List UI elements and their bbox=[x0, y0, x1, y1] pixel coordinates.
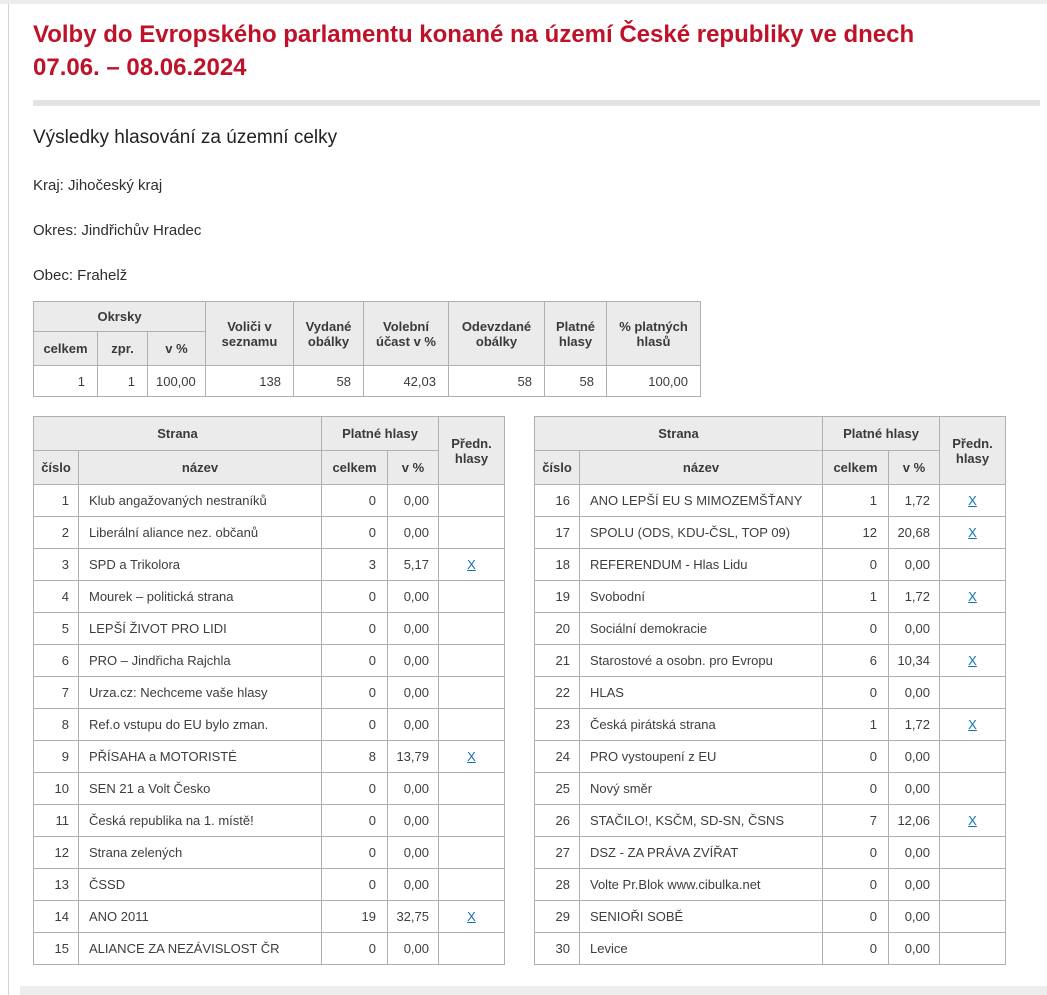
party-name: SENIOŘI SOBĚ bbox=[580, 901, 823, 933]
party-row bbox=[34, 805, 505, 837]
votes-total: 0 bbox=[322, 677, 388, 709]
cislo-header: číslo bbox=[535, 451, 580, 485]
party-number: 22 bbox=[535, 677, 580, 709]
party-number: 5 bbox=[34, 613, 79, 645]
nazev-header: název bbox=[580, 451, 823, 485]
votes-pct: 1,72 bbox=[889, 485, 940, 517]
votes-total: 0 bbox=[322, 517, 388, 549]
okrsky-vpct-header: v % bbox=[148, 332, 206, 366]
votes-pct: 0,00 bbox=[889, 901, 940, 933]
votes-total: 1 bbox=[823, 709, 889, 741]
party-name: Klub angažovaných nestraníků bbox=[79, 485, 322, 517]
party-name: Sociální demokracie bbox=[580, 613, 823, 645]
votes-pct: 0,00 bbox=[388, 645, 439, 677]
votes-total: 0 bbox=[322, 869, 388, 901]
pref-votes-cell bbox=[439, 869, 505, 901]
votes-pct: 0,00 bbox=[889, 933, 940, 965]
party-name: Volte Pr.Blok www.cibulka.net bbox=[580, 869, 823, 901]
party-name: PRO – Jindřicha Rajchla bbox=[79, 645, 322, 677]
pref-votes-cell bbox=[439, 517, 505, 549]
pref-votes-cell bbox=[940, 613, 1006, 645]
party-number: 29 bbox=[535, 901, 580, 933]
pref-votes-cell bbox=[439, 805, 505, 837]
votes-total: 3 bbox=[322, 549, 388, 581]
divider bbox=[33, 100, 1040, 106]
party-name: Nový směr bbox=[580, 773, 823, 805]
party-name: Svobodní bbox=[580, 581, 823, 613]
party-number: 15 bbox=[34, 933, 79, 965]
votes-total: 1 bbox=[823, 581, 889, 613]
party-number: 25 bbox=[535, 773, 580, 805]
votes-pct: 20,68 bbox=[889, 517, 940, 549]
party-name: SPOLU (ODS, KDU-ČSL, TOP 09) bbox=[580, 517, 823, 549]
platne-hlasy-group-header: Platné hlasy bbox=[823, 417, 940, 451]
party-number: 23 bbox=[535, 709, 580, 741]
party-number: 4 bbox=[34, 581, 79, 613]
party-row bbox=[34, 773, 505, 805]
party-row bbox=[535, 677, 1006, 709]
party-number: 17 bbox=[535, 517, 580, 549]
party-row bbox=[535, 741, 1006, 773]
party-number: 2 bbox=[34, 517, 79, 549]
ucast-value: 42,03 bbox=[364, 366, 449, 397]
pref-votes-cell bbox=[439, 901, 505, 933]
votes-pct: 0,00 bbox=[388, 677, 439, 709]
party-number: 19 bbox=[535, 581, 580, 613]
party-name: Ref.o vstupu do EU bylo zman. bbox=[79, 709, 322, 741]
obec-line: Obec: Frahelž bbox=[33, 267, 128, 284]
votes-total: 0 bbox=[823, 613, 889, 645]
platne-hlasy-group-header: Platné hlasy bbox=[322, 417, 439, 451]
predn-hlasy-header bbox=[439, 417, 505, 485]
party-name: ALIANCE ZA NEZÁVISLOST ČR bbox=[79, 933, 322, 965]
cislo-header: číslo bbox=[34, 451, 79, 485]
bottom-frame-border bbox=[20, 986, 1047, 995]
party-row bbox=[535, 517, 1006, 549]
pref-votes-cell bbox=[439, 933, 505, 965]
party-name: Strana zelených bbox=[79, 837, 322, 869]
pref-votes-cell bbox=[439, 837, 505, 869]
volici-value: 138 bbox=[206, 366, 294, 397]
pct-platnych-value: 100,00 bbox=[607, 366, 701, 397]
pref-votes-cell bbox=[940, 837, 1006, 869]
pref-votes-cell bbox=[439, 709, 505, 741]
party-name: ANO 2011 bbox=[79, 901, 322, 933]
summary-row bbox=[34, 366, 701, 397]
okrsky-zpr-header: zpr. bbox=[98, 332, 148, 366]
pref-votes-cell bbox=[940, 645, 1006, 677]
pref-votes-cell bbox=[439, 581, 505, 613]
kraj-line: Kraj: Jihočeský kraj bbox=[33, 177, 163, 194]
vydane-obalky-value: 58 bbox=[294, 366, 364, 397]
party-number: 11 bbox=[34, 805, 79, 837]
party-row bbox=[34, 933, 505, 965]
pref-votes-link[interactable]: X bbox=[467, 557, 476, 572]
party-number: 6 bbox=[34, 645, 79, 677]
strana-header: Strana bbox=[34, 417, 322, 451]
votes-total: 0 bbox=[322, 773, 388, 805]
votes-total: 0 bbox=[823, 549, 889, 581]
votes-pct: 0,00 bbox=[889, 741, 940, 773]
party-row bbox=[34, 677, 505, 709]
okrsky-zpr-value: 1 bbox=[98, 366, 148, 397]
party-name: SPD a Trikolora bbox=[79, 549, 322, 581]
party-row bbox=[34, 837, 505, 869]
party-number: 14 bbox=[34, 901, 79, 933]
votes-total: 7 bbox=[823, 805, 889, 837]
party-row bbox=[535, 613, 1006, 645]
votes-pct: 1,72 bbox=[889, 581, 940, 613]
pref-votes-link[interactable]: X bbox=[968, 813, 977, 828]
party-number: 21 bbox=[535, 645, 580, 677]
party-row bbox=[34, 517, 505, 549]
party-number: 20 bbox=[535, 613, 580, 645]
okres-line: Okres: Jindřichův Hradec bbox=[33, 222, 202, 239]
party-number: 3 bbox=[34, 549, 79, 581]
pref-votes-cell bbox=[940, 901, 1006, 933]
pref-votes-cell bbox=[439, 613, 505, 645]
votes-total: 0 bbox=[322, 805, 388, 837]
pref-votes-link[interactable]: X bbox=[467, 749, 476, 764]
pref-votes-cell bbox=[940, 805, 1006, 837]
party-name: STAČILO!, KSČM, SD-SN, ČSNS bbox=[580, 805, 823, 837]
party-row bbox=[34, 645, 505, 677]
summary-table bbox=[33, 301, 701, 397]
votes-pct: 0,00 bbox=[388, 709, 439, 741]
votes-pct: 0,00 bbox=[889, 837, 940, 869]
votes-pct: 0,00 bbox=[388, 581, 439, 613]
pref-votes-cell bbox=[439, 645, 505, 677]
party-number: 13 bbox=[34, 869, 79, 901]
page-title-line1: Volby do Evropského parlamentu konané na území České republiky ve dnech bbox=[33, 21, 915, 48]
party-tables-row bbox=[33, 416, 1040, 965]
party-table-left bbox=[33, 416, 505, 965]
party-row bbox=[535, 901, 1006, 933]
votes-pct: 0,00 bbox=[889, 613, 940, 645]
party-name: PŘÍSAHA a MOTORISTÉ bbox=[79, 741, 322, 773]
party-number: 8 bbox=[34, 709, 79, 741]
votes-total: 0 bbox=[322, 837, 388, 869]
pref-votes-cell bbox=[940, 773, 1006, 805]
pct-platnych-header: % platných hlasů bbox=[607, 302, 701, 366]
left-frame-border bbox=[8, 4, 9, 995]
odevzdane-obalky-value: 58 bbox=[449, 366, 545, 397]
party-name: Česká republika na 1. místě! bbox=[79, 805, 322, 837]
pref-votes-link[interactable]: X bbox=[968, 717, 977, 732]
party-name: Mourek – politická strana bbox=[79, 581, 322, 613]
votes-pct: 32,75 bbox=[388, 901, 439, 933]
okrsky-header: Okrsky bbox=[34, 302, 206, 332]
votes-total: 0 bbox=[322, 933, 388, 965]
party-row bbox=[535, 549, 1006, 581]
votes-total: 0 bbox=[823, 773, 889, 805]
predn-hlasy-line1: Předn. bbox=[952, 435, 993, 451]
party-name: Česká pirátská strana bbox=[580, 709, 823, 741]
odevzdane-obalky-header: Odevzdané obálky bbox=[449, 302, 545, 366]
predn-hlasy-line2: hlasy bbox=[454, 450, 489, 466]
party-number: 16 bbox=[535, 485, 580, 517]
votes-total: 0 bbox=[322, 581, 388, 613]
party-number: 28 bbox=[535, 869, 580, 901]
party-number: 7 bbox=[34, 677, 79, 709]
strana-header: Strana bbox=[535, 417, 823, 451]
party-row bbox=[535, 485, 1006, 517]
party-row bbox=[535, 805, 1006, 837]
votes-pct: 0,00 bbox=[388, 485, 439, 517]
pref-votes-cell bbox=[940, 485, 1006, 517]
votes-pct: 0,00 bbox=[388, 805, 439, 837]
votes-pct: 0,00 bbox=[388, 933, 439, 965]
vpct-header: v % bbox=[889, 451, 940, 485]
party-row bbox=[34, 485, 505, 517]
pref-votes-cell bbox=[940, 549, 1006, 581]
votes-pct: 0,00 bbox=[388, 613, 439, 645]
votes-pct: 0,00 bbox=[889, 549, 940, 581]
pref-votes-cell bbox=[940, 517, 1006, 549]
votes-pct: 0,00 bbox=[388, 517, 439, 549]
party-name: Starostové a osobn. pro Evropu bbox=[580, 645, 823, 677]
votes-pct: 12,06 bbox=[889, 805, 940, 837]
votes-total: 0 bbox=[322, 613, 388, 645]
party-name: Urza.cz: Nechceme vaše hlasy bbox=[79, 677, 322, 709]
top-frame-border bbox=[0, 0, 1047, 4]
page-title bbox=[33, 18, 1040, 84]
party-name: Liberální aliance nez. občanů bbox=[79, 517, 322, 549]
votes-total: 1 bbox=[823, 485, 889, 517]
votes-pct: 5,17 bbox=[388, 549, 439, 581]
pref-votes-cell bbox=[439, 741, 505, 773]
party-number: 26 bbox=[535, 805, 580, 837]
votes-total: 0 bbox=[823, 901, 889, 933]
vydane-obalky-header: Vydané obálky bbox=[294, 302, 364, 366]
party-number: 30 bbox=[535, 933, 580, 965]
party-row bbox=[535, 645, 1006, 677]
pref-votes-link[interactable]: X bbox=[968, 589, 977, 604]
pref-votes-cell bbox=[940, 741, 1006, 773]
pref-votes-link[interactable]: X bbox=[968, 653, 977, 668]
party-row bbox=[34, 741, 505, 773]
party-row bbox=[535, 869, 1006, 901]
party-row bbox=[535, 581, 1006, 613]
celkem-header: celkem bbox=[322, 451, 388, 485]
party-row bbox=[34, 613, 505, 645]
pref-votes-cell bbox=[439, 485, 505, 517]
party-name: SEN 21 a Volt Česko bbox=[79, 773, 322, 805]
pref-votes-cell bbox=[439, 773, 505, 805]
pref-votes-cell bbox=[940, 581, 1006, 613]
celkem-header: celkem bbox=[823, 451, 889, 485]
party-row bbox=[34, 869, 505, 901]
votes-total: 0 bbox=[322, 709, 388, 741]
pref-votes-link[interactable]: X bbox=[968, 493, 977, 508]
party-number: 18 bbox=[535, 549, 580, 581]
pref-votes-cell bbox=[439, 677, 505, 709]
votes-total: 0 bbox=[823, 741, 889, 773]
content-area bbox=[0, 18, 1047, 995]
pref-votes-link[interactable]: X bbox=[968, 525, 977, 540]
party-row bbox=[535, 709, 1006, 741]
party-number: 9 bbox=[34, 741, 79, 773]
party-row bbox=[535, 837, 1006, 869]
pref-votes-cell bbox=[439, 549, 505, 581]
party-row bbox=[535, 933, 1006, 965]
predn-hlasy-header bbox=[940, 417, 1006, 485]
votes-total: 0 bbox=[823, 837, 889, 869]
votes-pct: 0,00 bbox=[889, 773, 940, 805]
party-row bbox=[34, 549, 505, 581]
platne-hlasy-header: Platné hlasy bbox=[545, 302, 607, 366]
votes-total: 6 bbox=[823, 645, 889, 677]
predn-hlasy-line2: hlasy bbox=[955, 450, 990, 466]
votes-total: 0 bbox=[322, 485, 388, 517]
party-row bbox=[34, 709, 505, 741]
party-row bbox=[34, 901, 505, 933]
vpct-header: v % bbox=[388, 451, 439, 485]
okrsky-vpct-value: 100,00 bbox=[148, 366, 206, 397]
votes-pct: 0,00 bbox=[889, 869, 940, 901]
votes-total: 0 bbox=[823, 933, 889, 965]
votes-total: 19 bbox=[322, 901, 388, 933]
votes-pct: 10,34 bbox=[889, 645, 940, 677]
votes-total: 8 bbox=[322, 741, 388, 773]
party-number: 24 bbox=[535, 741, 580, 773]
pref-votes-link[interactable]: X bbox=[467, 909, 476, 924]
pref-votes-cell bbox=[940, 869, 1006, 901]
votes-total: 12 bbox=[823, 517, 889, 549]
section-title: Výsledky hlasování za územní celky bbox=[33, 127, 338, 148]
pref-votes-cell bbox=[940, 933, 1006, 965]
nazev-header: název bbox=[79, 451, 322, 485]
votes-pct: 0,00 bbox=[388, 837, 439, 869]
votes-pct: 13,79 bbox=[388, 741, 439, 773]
party-number: 10 bbox=[34, 773, 79, 805]
votes-pct: 0,00 bbox=[388, 773, 439, 805]
party-row bbox=[535, 773, 1006, 805]
okrsky-celkem-header: celkem bbox=[34, 332, 98, 366]
party-number: 12 bbox=[34, 837, 79, 869]
votes-total: 0 bbox=[823, 869, 889, 901]
okrsky-celkem-value: 1 bbox=[34, 366, 98, 397]
votes-total: 0 bbox=[823, 677, 889, 709]
party-name: LEPŠÍ ŽIVOT PRO LIDI bbox=[79, 613, 322, 645]
predn-hlasy-line1: Předn. bbox=[451, 435, 492, 451]
party-table-right bbox=[534, 416, 1006, 965]
party-name: HLAS bbox=[580, 677, 823, 709]
party-name: ČSSD bbox=[79, 869, 322, 901]
party-row bbox=[34, 581, 505, 613]
party-name: REFERENDUM - Hlas Lidu bbox=[580, 549, 823, 581]
party-name: DSZ - ZA PRÁVA ZVÍŘAT bbox=[580, 837, 823, 869]
party-number: 27 bbox=[535, 837, 580, 869]
party-name: Levice bbox=[580, 933, 823, 965]
platne-hlasy-value: 58 bbox=[545, 366, 607, 397]
pref-votes-cell bbox=[940, 677, 1006, 709]
votes-pct: 0,00 bbox=[889, 677, 940, 709]
volici-header: Voliči v seznamu bbox=[206, 302, 294, 366]
votes-pct: 1,72 bbox=[889, 709, 940, 741]
votes-pct: 0,00 bbox=[388, 869, 439, 901]
ucast-header: Volební účast v % bbox=[364, 302, 449, 366]
party-number: 1 bbox=[34, 485, 79, 517]
page-title-line2: 07.06. – 08.06.2024 bbox=[33, 54, 247, 81]
party-name: ANO LEPŠÍ EU S MIMOZEMŠŤANY bbox=[580, 485, 823, 517]
party-name: PRO vystoupení z EU bbox=[580, 741, 823, 773]
pref-votes-cell bbox=[940, 709, 1006, 741]
votes-total: 0 bbox=[322, 645, 388, 677]
